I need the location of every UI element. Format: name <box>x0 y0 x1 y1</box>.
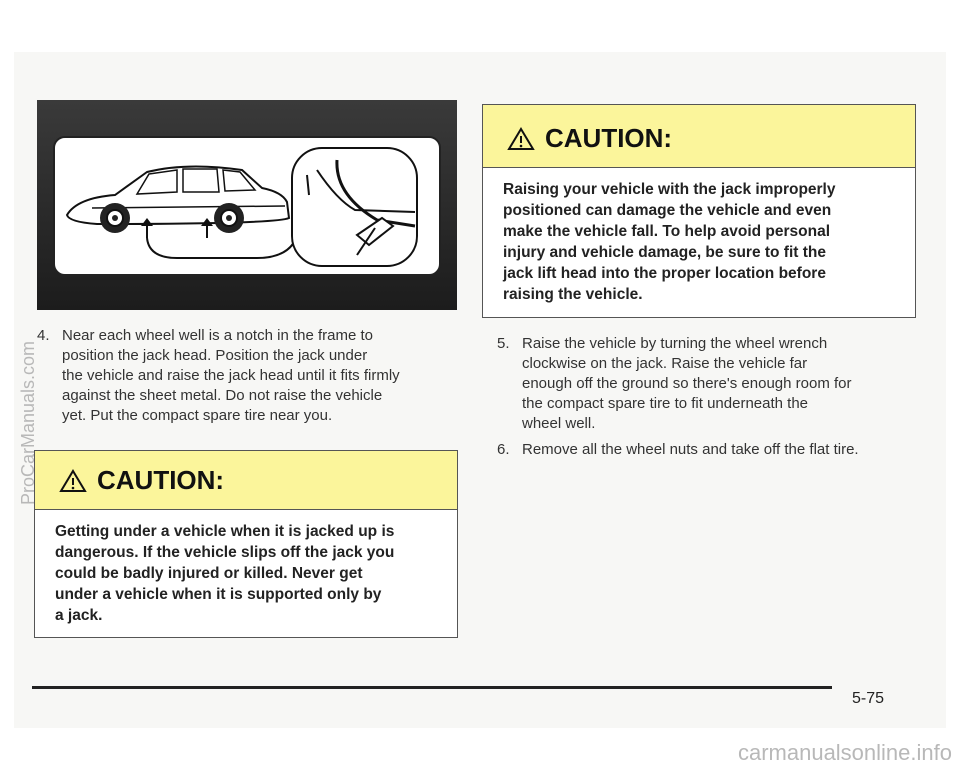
caution-title-text: CAUTION: <box>545 123 673 153</box>
side-watermark-text: ProCarManuals.com <box>18 340 38 505</box>
bottom-watermark: carmanualsonline.info <box>737 740 952 765</box>
step-number: 5. <box>497 335 510 352</box>
caution-title <box>507 123 672 154</box>
warning-triangle-icon <box>507 127 535 151</box>
jacking-illustration <box>37 100 457 310</box>
caution-box-jacked-vehicle <box>34 450 458 638</box>
footer-rule <box>32 686 832 689</box>
step-5 <box>497 334 917 438</box>
caution-title-text: CAUTION: <box>97 465 225 495</box>
step-number: 4. <box>37 327 50 344</box>
step-6 <box>497 440 917 464</box>
caution-header <box>35 451 457 510</box>
step-number: 6. <box>497 441 510 458</box>
page-number: 5-75 <box>852 690 885 707</box>
caution-body: Getting under a vehicle when it is jacked up is dangerous. If the vehicle slips off the jack you could be badly injured or killed. Never get under a vehicle when it is supported only by a jack. <box>55 523 395 624</box>
side-watermark <box>0 175 38 505</box>
caution-title <box>59 465 224 496</box>
car-on-jack-drawing <box>37 100 457 310</box>
warning-triangle-icon <box>59 469 87 493</box>
step-4 <box>37 326 457 436</box>
caution-box-jack-position <box>482 104 916 318</box>
caution-header <box>483 105 915 168</box>
caution-body: Raising your vehicle with the jack improperly positioned can damage the vehicle and even make the vehicle fall. To help avoid personal injury and vehicle damage, be sure to fit the jack lift head into the proper location before raising the vehicle. <box>503 181 836 303</box>
step-text: Near each wheel well is a notch in the frame to position the jack head. Position the jack under the vehicle and raise the jack head until it fits firmly against the sheet metal. Do not raise the vehicle yet. Put the compact spare tire near you. <box>62 327 400 424</box>
step-text: Raise the vehicle by turning the wheel wrench clockwise on the jack. Raise the vehicle far enough off the ground so there's enough room for the compact spare tire to fit underneath the wheel well. <box>522 335 852 432</box>
step-text: Remove all the wheel nuts and take off the flat tire. <box>522 441 859 458</box>
